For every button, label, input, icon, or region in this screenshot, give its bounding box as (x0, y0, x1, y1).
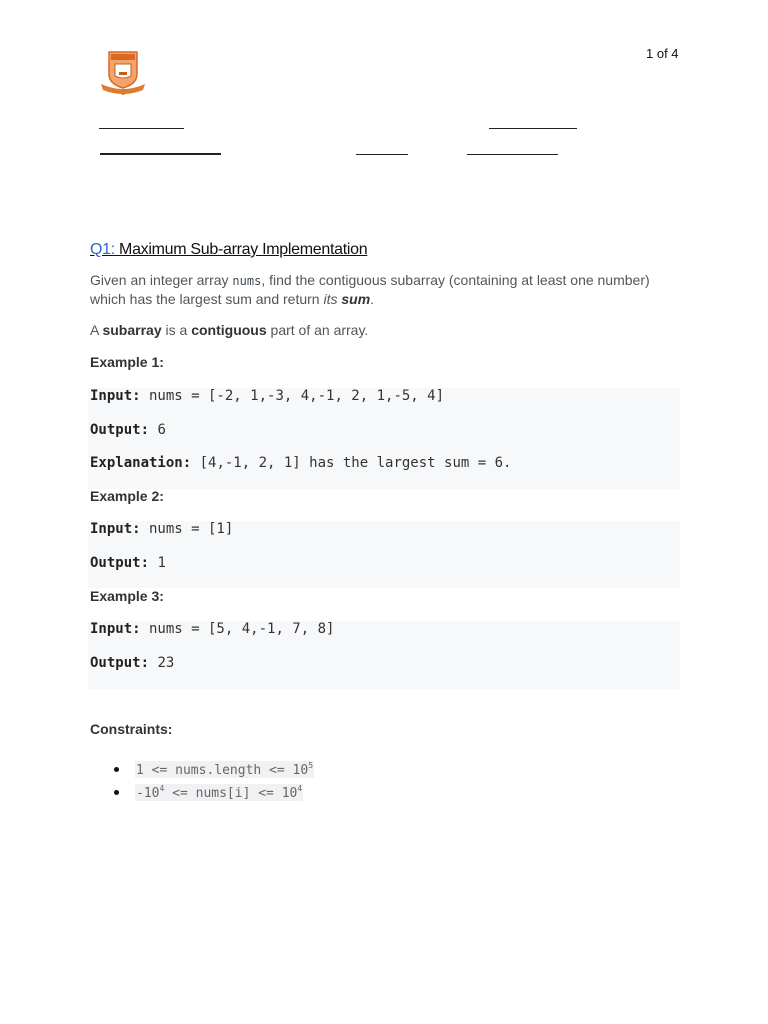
constraint-text: -10 (136, 786, 160, 801)
example-2-output (90, 555, 166, 571)
constraint-code (135, 761, 314, 778)
constraints-label: Constraints: (90, 721, 173, 737)
input-label: Input: (90, 521, 141, 537)
example-1-explanation (90, 455, 511, 471)
example-2-label: Example 2: (90, 488, 164, 504)
definition-text: part of an array. (266, 322, 369, 338)
output-label: Output: (90, 655, 150, 671)
constraint-exponent: 4 (159, 784, 165, 793)
input-label: Input: (90, 388, 141, 404)
statement-text: , find the contiguous subarray (containing at least one number) which has the largest sum and return (90, 272, 650, 307)
emphasis-its: its (323, 291, 338, 307)
output-value: 6 (149, 422, 166, 438)
university-crest-icon (97, 48, 149, 96)
input-label: Input: (90, 621, 141, 637)
signature-line (99, 128, 184, 129)
example-3-input (90, 621, 334, 637)
example-1-output (90, 422, 166, 438)
constraint-code (135, 784, 303, 801)
signature-line (100, 153, 221, 155)
problem-statement (90, 271, 650, 308)
term-contiguous: contiguous (191, 322, 267, 338)
bullet-icon (114, 790, 119, 795)
output-label: Output: (90, 422, 150, 438)
question-label: Q1: (90, 241, 115, 258)
page-number: 1 of 4 (646, 46, 679, 61)
output-value: 1 (149, 555, 166, 571)
example-2-input (90, 521, 233, 537)
emphasis-sum: sum (341, 291, 371, 307)
question-title: Maximum Sub-array Implementation (119, 241, 368, 258)
constraint-text: 1 <= nums.length <= 10 (136, 763, 309, 778)
constraint-exponent: 4 (297, 784, 303, 793)
definition-text: A (90, 322, 103, 338)
explanation-value: [4,-1, 2, 1] has the largest sum = 6. (191, 455, 512, 471)
statement-text: Given an integer array (90, 272, 233, 288)
input-value: nums = [1] (140, 521, 234, 537)
subarray-definition (90, 321, 650, 339)
input-value: nums = [-2, 1,-3, 4,-1, 2, 1,-5, 4] (140, 388, 445, 404)
statement-text: . (370, 291, 375, 307)
bullet-icon (114, 767, 119, 772)
explanation-label: Explanation: (90, 455, 192, 471)
constraint-exponent: 5 (308, 761, 314, 770)
definition-text: is a (161, 322, 192, 338)
output-label: Output: (90, 555, 150, 571)
example-3-label: Example 3: (90, 588, 164, 604)
input-value: nums = [5, 4,-1, 7, 8] (140, 621, 335, 637)
inline-code-nums: nums (232, 274, 262, 288)
example-3-output (90, 655, 174, 671)
output-value: 23 (149, 655, 175, 671)
signature-line (489, 128, 577, 129)
term-subarray: subarray (102, 322, 162, 338)
example-1-input (90, 388, 444, 404)
constraint-text: <= nums[i] <= 10 (164, 786, 298, 801)
signature-line (356, 154, 408, 155)
question-heading (90, 241, 367, 259)
signature-line (467, 154, 558, 155)
example-1-label: Example 1: (90, 354, 164, 370)
